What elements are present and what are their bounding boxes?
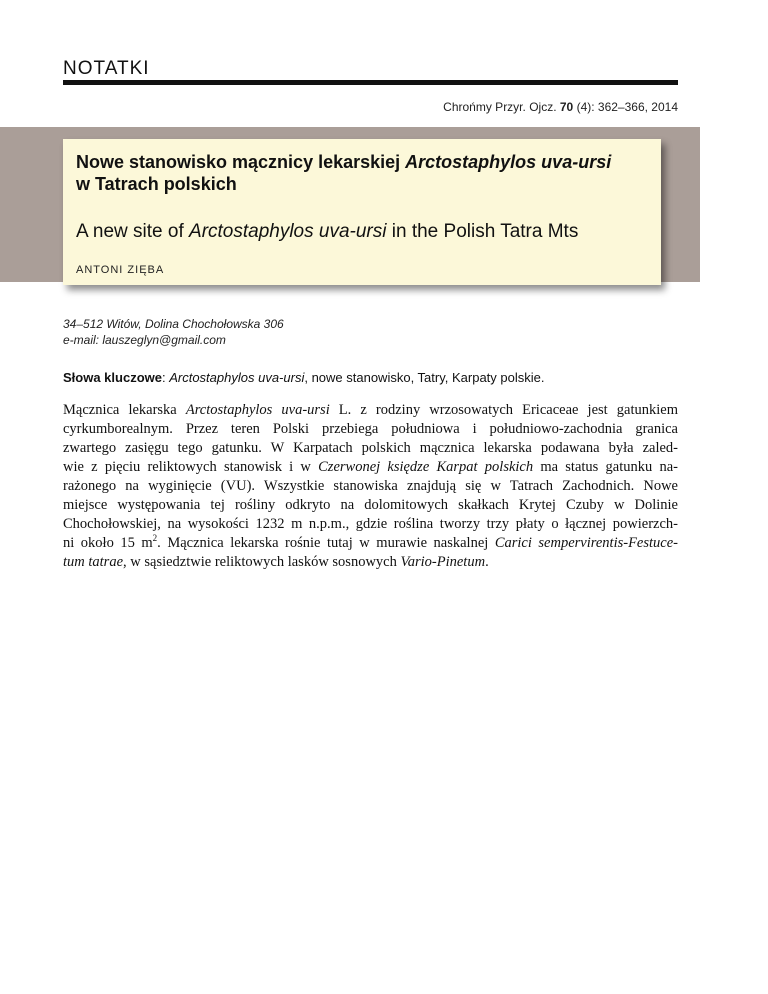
citation-issue-pages: (4): 362–366, 2014 (576, 100, 678, 114)
body-text-run: Mącznica lekarska (63, 402, 186, 418)
title-english (76, 221, 578, 243)
body-text-italic: tum tatrae (63, 554, 124, 570)
body-text-italic: Arctostaphylos uva-ursi (185, 402, 330, 418)
title-polish-plain: Nowe stanowisko mącznicy lekarskiej (76, 152, 406, 172)
body-line: cyrkumborealnym. Przez teren Polski przebiega południowa i południowo-zachodnia granica (63, 421, 678, 437)
body-text-run: . Mącznica lekarska rośnie tutaj w murawie naskalnej (157, 535, 495, 551)
body-text-italic: Czerwonej księdze Karpat polskich (318, 459, 534, 475)
address (63, 316, 284, 348)
address-email: e-mail: lauszeglyn@gmail.com (63, 333, 226, 347)
citation-volume: 70 (559, 100, 574, 114)
citation (443, 100, 678, 114)
body-text-run: ni około 15 m (63, 535, 153, 551)
body-line: Chochołowskiej, na wysokości 1232 m n.p.m., gdzie roślina tworzy trzy płaty o łącznej powierzch- (63, 516, 678, 532)
keywords-colon: : (161, 370, 170, 385)
title-polish-line2: w Tatrach polskich (76, 174, 237, 194)
body-text-italic: Carici sempervirentis-Festuce- (494, 535, 678, 551)
body-text-italic: Vario-Pinetum (400, 554, 486, 570)
body-line: zwartego zasięgu tego gatunku. W Karpatach polskich mącznica lekarska podawana była zaled- (63, 440, 678, 456)
citation-journal: Chrońmy Przyr. Ojcz. (443, 100, 557, 114)
body-text-run: , w sąsiedztwie reliktowych lasków sosnowych (123, 554, 401, 570)
title-english-italic: Arctostaphylos uva-ursi (189, 221, 387, 242)
keywords-italic: Arctostaphylos uva-ursi (169, 370, 305, 385)
body-line (63, 458, 678, 477)
title-english-pre: A new site of (76, 221, 190, 242)
top-rule (63, 80, 678, 85)
body-line (63, 401, 678, 420)
body-text-run: . (485, 554, 489, 570)
body-text-run: ma status gatunku na- (533, 459, 678, 475)
title-english-post: in the Polish Tatra Mts (386, 221, 579, 242)
author: ANTONI ZIĘBA (76, 264, 165, 276)
title-polish-italic: Arctostaphylos uva-ursi (405, 152, 612, 172)
keywords (63, 370, 544, 385)
title-polish (76, 151, 656, 195)
address-line-1: 34–512 Witów, Dolina Chochołowska 306 (63, 317, 284, 331)
title-box (63, 139, 661, 285)
superscript: 2 (152, 533, 158, 544)
body-line (63, 534, 678, 553)
section-label: NOTATKI (63, 58, 150, 79)
body-text-run: L. z rodziny wrzosowatych Ericaceae jest gatunkiem (329, 402, 678, 418)
body-line (63, 553, 678, 572)
body-text (63, 401, 678, 572)
body-line: rażonego na wyginięcie (VU). Wszystkie stanowiska znajdują się w Tatrach Zachodnich. Nowe (63, 478, 678, 494)
body-line: miejsce występowania tej rośliny odkryto na dolomitowych skałkach Krytej Czuby w Dolinie (63, 497, 678, 513)
keywords-label: Słowa kluczowe (63, 370, 162, 385)
keywords-rest: , nowe stanowisko, Tatry, Karpaty polskie. (304, 370, 545, 385)
body-text-run: wie z pięciu reliktowych stanowisk i w (63, 459, 319, 475)
